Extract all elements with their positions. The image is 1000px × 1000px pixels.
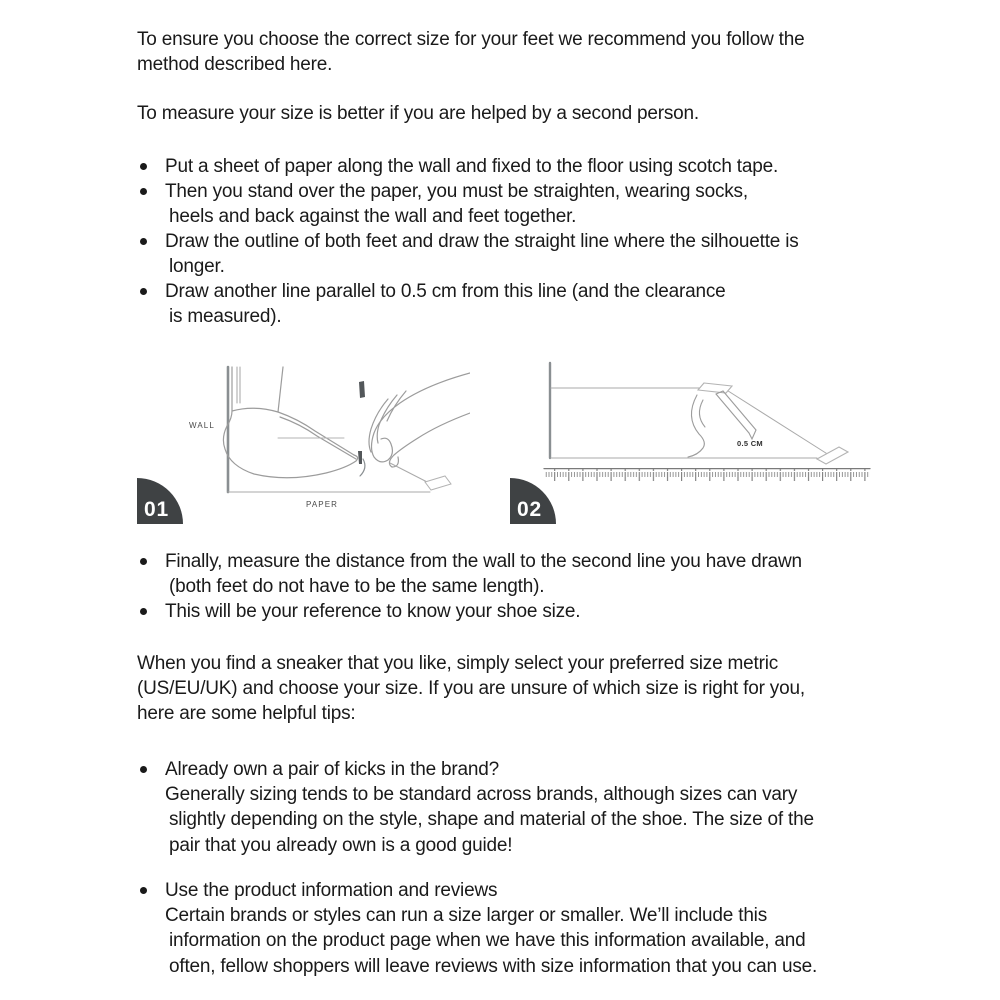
helper-note-paragraph — [137, 101, 699, 126]
step-text: longer. — [169, 256, 225, 278]
step-item-parallel-line — [165, 279, 726, 329]
tip-text: Generally sizing tends to be standard across brands, although sizes can vary — [165, 784, 798, 806]
step-text: Put a sheet of paper along the wall and fixed to the floor using scotch tape. — [165, 156, 779, 177]
tip-text: Already own a pair of kicks in the brand? — [165, 759, 499, 780]
step-text: is measured). — [169, 306, 282, 328]
bullet-dot — [140, 163, 147, 170]
paragraph-line: To measure your size is better if you are helped by a second person. — [137, 103, 699, 124]
bullet-dot — [140, 608, 147, 615]
tip-item-own-pair — [165, 757, 814, 858]
paragraph-line: To ensure you choose the correct size for your feet we recommend you follow the — [137, 29, 805, 50]
tip-text: pair that you already own is a good guide! — [169, 834, 513, 856]
tip-item-product-info — [165, 878, 817, 979]
step-text: heels and back against the wall and feet together. — [169, 206, 577, 228]
figure-number: 02 — [517, 498, 542, 521]
sizing-intro-paragraph — [137, 651, 805, 727]
bullet-dot — [140, 188, 147, 195]
step-item-outline — [165, 229, 799, 279]
step-text: This will be your reference to know your shoe size. — [165, 601, 581, 622]
step-item-paper — [165, 154, 778, 179]
step-item-reference — [165, 599, 580, 624]
tip-text: Use the product information and reviews — [165, 880, 498, 901]
wall-label: WALL — [189, 421, 215, 430]
clearance-label: 0.5 CM — [737, 439, 763, 448]
foot-measure-illustration — [130, 355, 470, 525]
intro-paragraph — [137, 27, 805, 77]
step-text: Then you stand over the paper, you must be straighten, wearing socks, — [165, 181, 748, 202]
step-text: (both feet do not have to be the same length). — [169, 576, 545, 598]
bullet-dot — [140, 558, 147, 565]
paragraph-line: method described here. — [137, 54, 333, 76]
figure-number: 01 — [144, 498, 169, 521]
step-item-stand — [165, 179, 748, 229]
figure-ruler-measurement — [540, 355, 880, 525]
figure-foot-against-wall — [130, 355, 470, 525]
bullet-dot — [140, 238, 147, 245]
tip-text: Certain brands or styles can run a size larger or smaller. We’ll include this — [165, 905, 768, 927]
step-text: Finally, measure the distance from the wall to the second line you have drawn — [165, 551, 802, 572]
paragraph-line: here are some helpful tips: — [137, 703, 356, 725]
step-text: Draw the outline of both feet and draw the straight line where the silhouette is — [165, 231, 799, 252]
tip-text: slightly depending on the style, shape and material of the shoe. The size of the — [169, 809, 814, 831]
paper-label: PAPER — [306, 500, 339, 509]
step-item-measure-distance — [165, 549, 802, 599]
tip-text: information on the product page when we have this information available, and — [169, 930, 806, 952]
bullet-dot — [140, 288, 147, 295]
bullet-dot — [140, 887, 147, 894]
bullet-dot — [140, 766, 147, 773]
ruler-illustration — [540, 355, 880, 485]
paragraph-line: (US/EU/UK) and choose your size. If you are unsure of which size is right for you, — [137, 678, 805, 700]
tip-text: often, fellow shoppers will leave reviews with size information that you can use. — [169, 955, 818, 977]
paragraph-line: When you find a sneaker that you like, simply select your preferred size metric — [137, 653, 779, 674]
step-text: Draw another line parallel to 0.5 cm from this line (and the clearance — [165, 281, 726, 302]
